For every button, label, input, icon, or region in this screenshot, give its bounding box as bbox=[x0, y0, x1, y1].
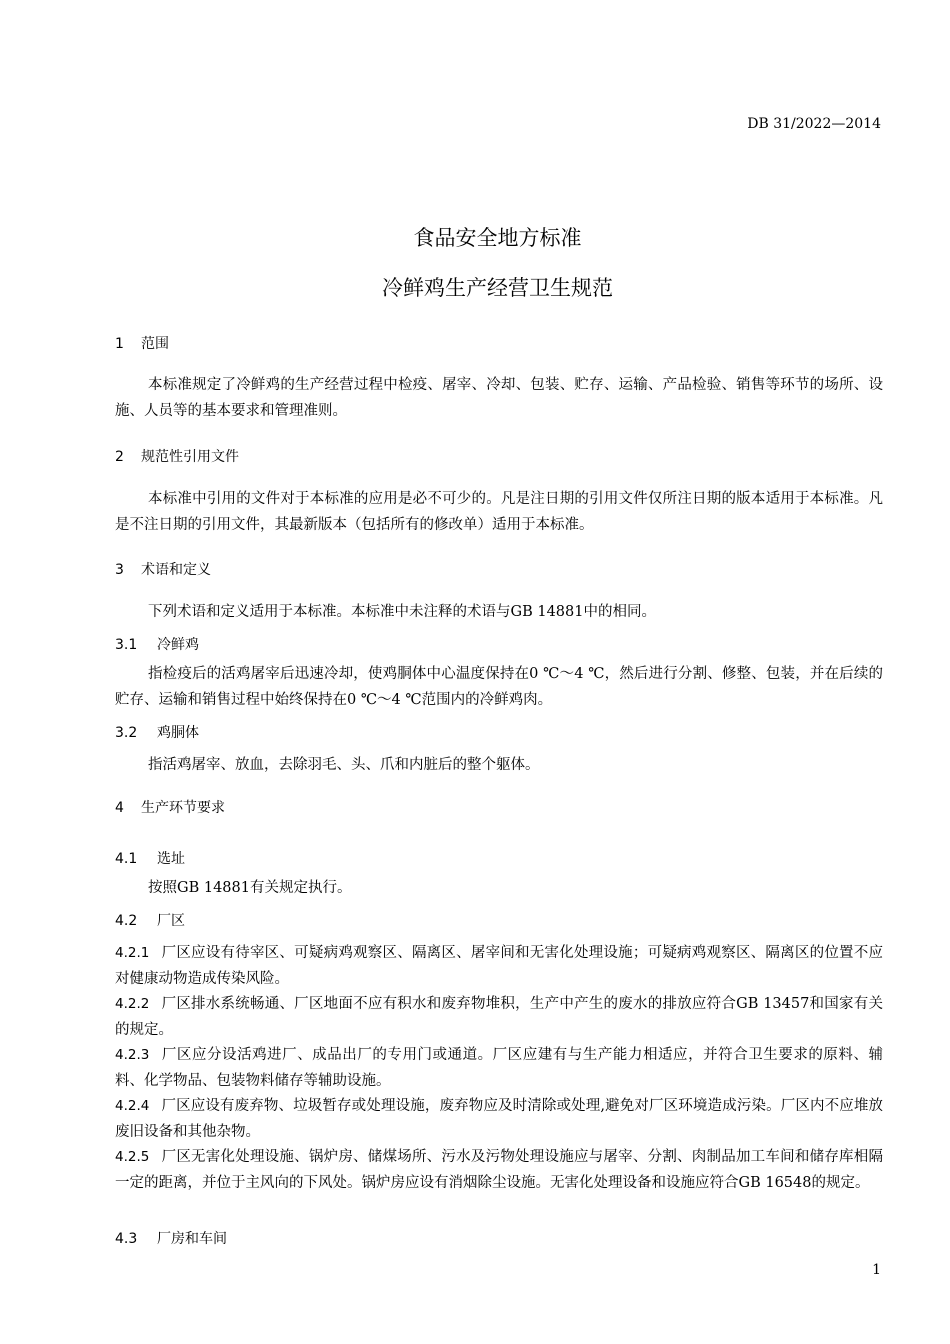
clause-4-2-2 bbox=[115, 991, 883, 1043]
document-number: DB 31/2022—2014 bbox=[747, 116, 881, 132]
section-title: 生产环节要求 bbox=[141, 800, 225, 816]
section-number: 2 bbox=[115, 449, 124, 465]
section-3-1-paragraph: 指检疫后的活鸡屠宰后迅速冷却，使鸡胴体中心温度保持在0 ℃～4 ℃，然后进行分割、修整、包装，并在后续的贮存、运输和销售过程中始终保持在0 ℃～4 ℃范围内的冷鲜鸡肉。 bbox=[115, 666, 883, 708]
section-title: 术语和定义 bbox=[141, 562, 211, 578]
clause-text: 厂区无害化处理设施、锅炉房、储煤场所、污水及污物处理设施应与屠宰、分割、肉制品加工车间和储存库相隔一定的距离，并位于主风向的下风处。锅炉房应设有消烟除尘设施。无害化处理设备和设施应符合GB 16548的规定。 bbox=[115, 1149, 883, 1191]
section-title: 厂房和车间 bbox=[157, 1231, 227, 1247]
section-number: 4 bbox=[115, 800, 124, 816]
section-2-paragraph: 本标准中引用的文件对于本标准的应用是必不可少的。凡是注日期的引用文件仅所注日期的版本适用于本标准。凡是不注日期的引用文件，其最新版本（包括所有的修改单）适用于本标准。 bbox=[115, 491, 883, 533]
clause-4-2-5 bbox=[115, 1144, 883, 1196]
clause-number: 4.2.5 bbox=[115, 1149, 150, 1165]
section-number: 4.3 bbox=[115, 1231, 138, 1247]
section-3-paragraph: 下列术语和定义适用于本标准。本标准中未注释的术语与GB 14881中的相同。 bbox=[148, 604, 656, 620]
section-1-paragraph: 本标准规定了冷鲜鸡的生产经营过程中检疫、屠宰、冷却、包装、贮存、运输、产品检验、销售等环节的场所、设施、人员等的基本要求和管理准则。 bbox=[115, 377, 883, 419]
section-heading-4 bbox=[115, 797, 225, 817]
section-heading-4-1 bbox=[115, 848, 185, 868]
section-heading-1 bbox=[115, 333, 169, 353]
clause-number: 4.2.1 bbox=[115, 945, 150, 961]
clause-text: 厂区应分设活鸡进厂、成品出厂的专用门或通道。厂区应建有与生产能力相适应，并符合卫生要求的原料、辅料、化学物品、包装物料储存等辅助设施。 bbox=[115, 1047, 883, 1089]
clause-4-2-3 bbox=[115, 1042, 883, 1094]
section-title: 范围 bbox=[141, 336, 169, 352]
clause-text: 厂区应设有待宰区、可疑病鸡观察区、隔离区、屠宰间和无害化处理设施；可疑病鸡观察区、隔离区的位置不应对健康动物造成传染风险。 bbox=[115, 945, 883, 987]
section-title: 厂区 bbox=[157, 913, 185, 929]
clause-number: 4.2.3 bbox=[115, 1047, 150, 1063]
section-number: 1 bbox=[115, 336, 124, 352]
section-heading-2 bbox=[115, 446, 239, 466]
section-heading-3-1 bbox=[115, 634, 199, 654]
section-heading-4-2 bbox=[115, 910, 185, 930]
page-number: 1 bbox=[872, 1262, 881, 1278]
clause-number: 4.2.4 bbox=[115, 1098, 150, 1114]
section-title: 规范性引用文件 bbox=[141, 449, 239, 465]
section-title: 鸡胴体 bbox=[157, 725, 199, 741]
section-title: 冷鲜鸡 bbox=[157, 637, 199, 653]
section-number: 4.1 bbox=[115, 851, 138, 867]
clause-4-2-4 bbox=[115, 1093, 883, 1145]
section-3-2-paragraph: 指活鸡屠宰、放血，去除羽毛、头、爪和内脏后的整个躯体。 bbox=[148, 757, 540, 773]
clause-text: 厂区排水系统畅通、厂区地面不应有积水和废弃物堆积，生产中产生的废水的排放应符合GB 13457和国家有关的规定。 bbox=[115, 996, 883, 1038]
section-heading-4-3 bbox=[115, 1228, 227, 1248]
section-heading-3-2 bbox=[115, 722, 199, 742]
section-number: 3 bbox=[115, 562, 124, 578]
standard-title: 冷鲜鸡生产经营卫生规范 bbox=[382, 276, 613, 300]
section-number: 3.2 bbox=[115, 725, 138, 741]
clause-number: 4.2.2 bbox=[115, 996, 150, 1012]
section-title: 选址 bbox=[157, 851, 185, 867]
section-heading-3 bbox=[115, 559, 211, 579]
clause-text: 厂区应设有废弃物、垃圾暂存或处理设施，废弃物应及时清除或处理,避免对厂区环境造成污染。厂区内不应堆放废旧设备和其他杂物。 bbox=[115, 1098, 883, 1140]
section-number: 3.1 bbox=[115, 637, 138, 653]
standard-category-title: 食品安全地方标准 bbox=[413, 226, 582, 250]
section-4-1-paragraph: 按照GB 14881有关规定执行。 bbox=[148, 880, 352, 896]
clause-4-2-1 bbox=[115, 940, 883, 992]
section-number: 4.2 bbox=[115, 913, 138, 929]
